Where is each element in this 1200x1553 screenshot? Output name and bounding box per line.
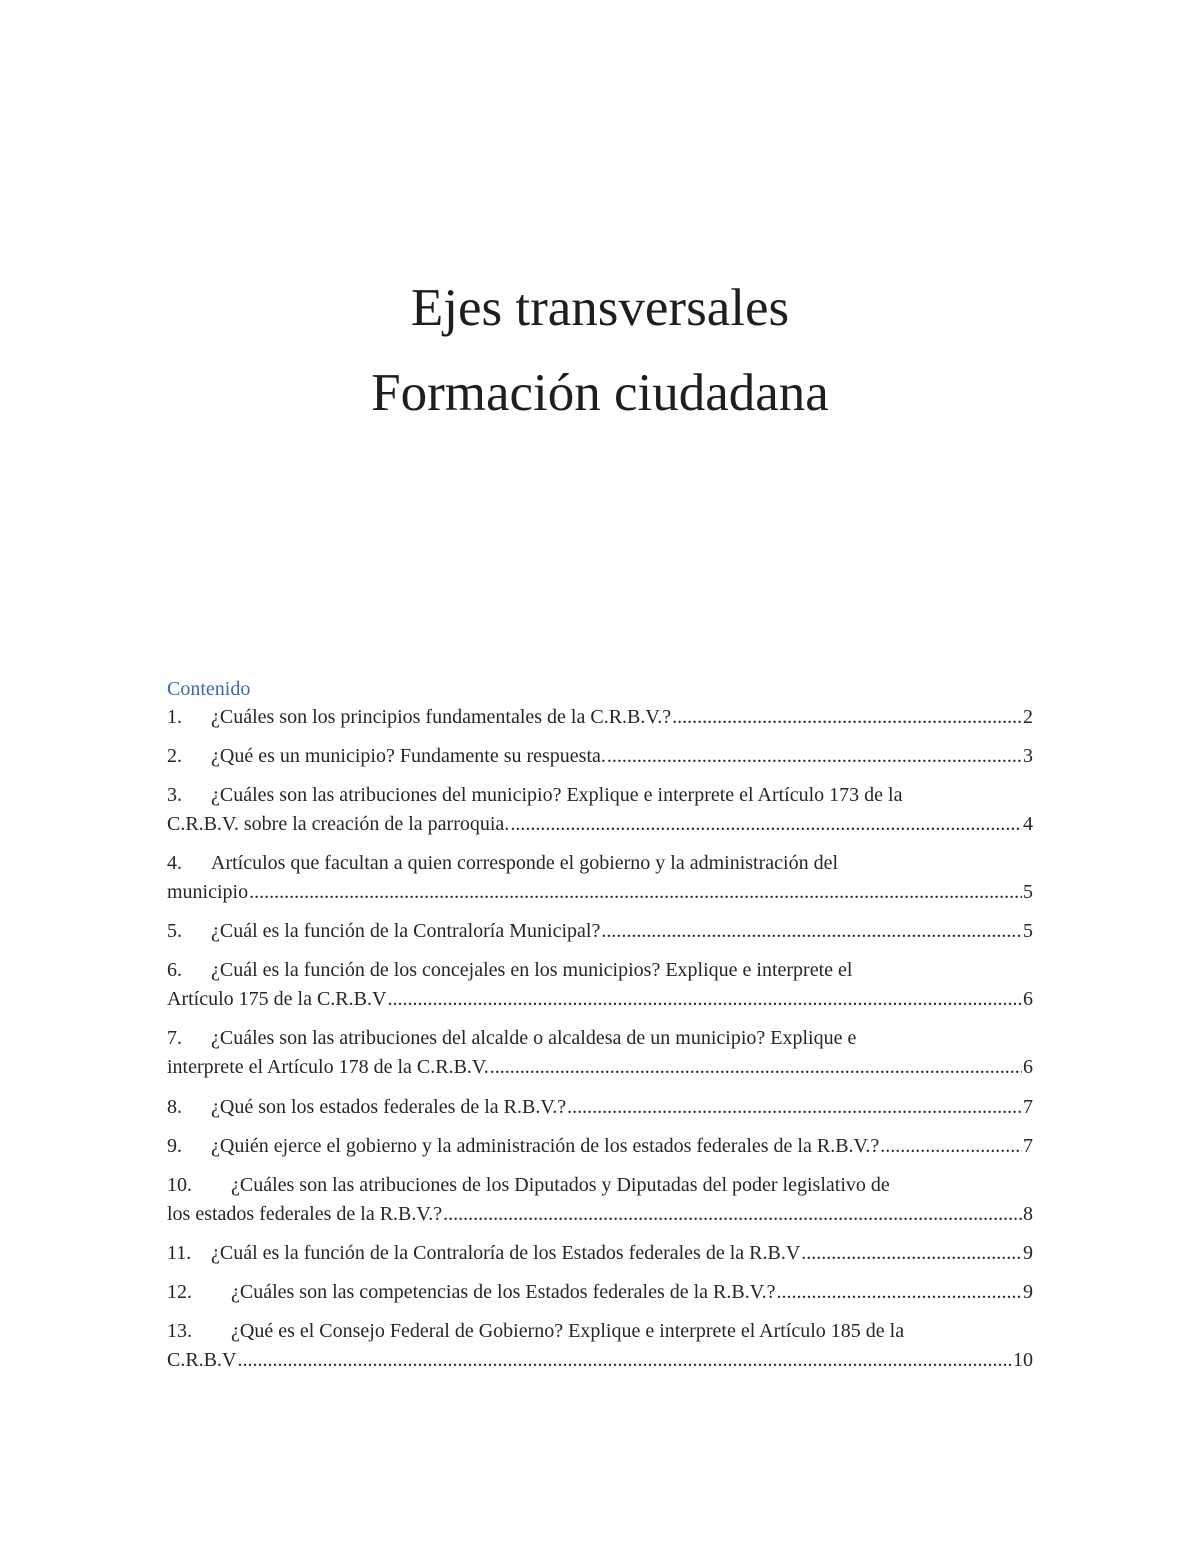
- toc-entry-page: 9: [1023, 1242, 1033, 1264]
- toc-entry-5[interactable]: [167, 917, 1033, 946]
- toc-entry-page: 3: [1023, 745, 1033, 767]
- toc-entry-text: ¿Cuáles son las competencias de los Estados federales de la R.B.V.?: [231, 1281, 776, 1303]
- toc-entry-text: ¿Cuál es la función de la Contraloría de los Estados federales de la R.B.V: [211, 1242, 801, 1264]
- toc-entry-page: 6: [1023, 1056, 1033, 1078]
- document-subtitle: Formación ciudadana: [371, 364, 829, 422]
- toc-entry-9[interactable]: [167, 1132, 1033, 1161]
- toc-entry-page: 8: [1023, 1203, 1033, 1225]
- toc-entry-text-continued: interprete el Artículo 178 de la C.R.B.V.: [167, 1056, 489, 1078]
- toc-entry-13[interactable]: [167, 1317, 1033, 1375]
- toc-entry-number: 7.: [167, 1027, 182, 1049]
- toc-entry-number: 13.: [167, 1320, 192, 1342]
- toc-leader-dots: [672, 703, 1022, 732]
- table-of-contents: [167, 676, 1033, 702]
- toc-leader-dots: [443, 1200, 1022, 1229]
- toc-entry-number: 1.: [167, 706, 182, 728]
- toc-entry-text: ¿Cuáles son los principios fundamentales de la C.R.B.V.?: [211, 706, 672, 728]
- toc-entry-page: 2: [1023, 706, 1033, 728]
- toc-entry-text: ¿Cuáles son las atribuciones del municipio? Explique e interprete el Artículo 173 de la: [211, 784, 903, 806]
- toc-entry-page: 5: [1023, 881, 1033, 903]
- toc-entry-text: ¿Cuál es la función de los concejales en los municipios? Explique e interprete el: [211, 959, 853, 981]
- toc-entry-text: ¿Qué son los estados federales de la R.B.V.?: [211, 1096, 567, 1118]
- toc-leader-dots: [490, 1053, 1022, 1082]
- toc-entry-number: 4.: [167, 852, 182, 874]
- toc-leader-dots: [387, 985, 1022, 1014]
- toc-entry-4[interactable]: [167, 849, 1033, 907]
- toc-entry-7[interactable]: [167, 1024, 1033, 1082]
- toc-entry-text-continued: Artículo 175 de la C.R.B.V: [167, 988, 387, 1010]
- toc-entry-3[interactable]: [167, 781, 1033, 839]
- toc-entry-text-continued: los estados federales de la R.B.V.?: [167, 1203, 443, 1225]
- toc-entry-number: 8.: [167, 1096, 182, 1118]
- toc-entry-6[interactable]: [167, 956, 1033, 1014]
- toc-heading: Contenido: [167, 678, 251, 700]
- toc-leader-dots: [601, 917, 1022, 946]
- toc-leader-dots: [776, 1278, 1022, 1307]
- toc-entry-text: ¿Cuáles son las atribuciones del alcalde o alcaldesa de un municipio? Explique e: [211, 1027, 857, 1049]
- toc-entry-12[interactable]: [167, 1278, 1033, 1307]
- toc-entry-2[interactable]: [167, 742, 1033, 771]
- toc-entry-page: 5: [1023, 920, 1033, 942]
- toc-leader-dots: [801, 1239, 1022, 1268]
- toc-entry-page: 6: [1023, 988, 1033, 1010]
- toc-entry-text: ¿Cuáles son las atribuciones de los Diputados y Diputadas del poder legislativo de: [231, 1174, 890, 1196]
- toc-entry-10[interactable]: [167, 1171, 1033, 1229]
- toc-entry-8[interactable]: [167, 1093, 1033, 1122]
- toc-leader-dots: [880, 1132, 1022, 1161]
- toc-entry-page: 9: [1023, 1281, 1033, 1303]
- toc-entry-1[interactable]: [167, 703, 1033, 732]
- toc-entry-text: ¿Qué es el Consejo Federal de Gobierno? Explique e interprete el Artículo 185 de la: [231, 1320, 905, 1342]
- toc-entry-number: 2.: [167, 745, 182, 767]
- toc-entry-page: 7: [1023, 1096, 1033, 1118]
- toc-entry-number: 9.: [167, 1135, 182, 1157]
- toc-entry-text-continued: C.R.B.V: [167, 1349, 237, 1371]
- toc-entry-11[interactable]: [167, 1239, 1033, 1268]
- toc-leader-dots: [510, 810, 1022, 839]
- toc-entry-page: 7: [1023, 1135, 1033, 1157]
- document-title: Ejes transversales: [410, 279, 790, 337]
- toc-leader-dots: [607, 742, 1022, 771]
- toc-entry-number: 11.: [167, 1242, 192, 1264]
- toc-entry-page: 10: [1013, 1349, 1033, 1371]
- toc-leader-dots: [567, 1093, 1022, 1122]
- toc-leader-dots: [249, 878, 1022, 907]
- toc-leader-dots: [237, 1346, 1012, 1375]
- toc-entry-text: ¿Cuál es la función de la Contraloría Municipal?: [211, 920, 601, 942]
- toc-entry-text: ¿Qué es un municipio? Fundamente su respuesta.: [211, 745, 606, 767]
- toc-entry-number: 3.: [167, 784, 182, 806]
- toc-entry-page: 4: [1023, 813, 1033, 835]
- toc-entry-number: 12.: [167, 1281, 192, 1303]
- toc-entry-number: 10.: [167, 1174, 192, 1196]
- toc-entry-text-continued: municipio: [167, 881, 249, 903]
- toc-entry-text: Artículos que facultan a quien corresponde el gobierno y la administración del: [211, 852, 839, 874]
- toc-entry-number: 5.: [167, 920, 182, 942]
- toc-entry-text: ¿Quién ejerce el gobierno y la administración de los estados federales de la R.B.V.?: [211, 1135, 880, 1157]
- toc-entry-number: 6.: [167, 959, 182, 981]
- toc-entry-text-continued: C.R.B.V. sobre la creación de la parroquia.: [167, 813, 510, 835]
